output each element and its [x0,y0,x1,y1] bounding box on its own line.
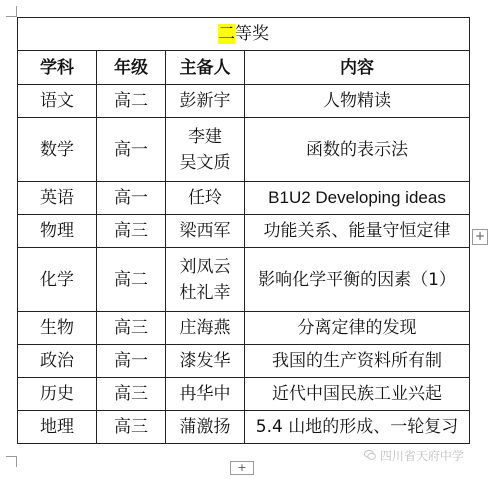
cell-grade[interactable]: 高三 [97,411,166,444]
add-row-handle[interactable]: + [230,461,254,475]
header-preparer[interactable]: 主备人 [166,51,245,85]
corner-crop-mark [6,456,17,467]
watermark [364,447,464,464]
cell-subject[interactable]: 政治 [18,345,97,378]
header-content[interactable]: 内容 [245,51,470,85]
table-row [18,345,470,378]
cell-grade[interactable]: 高三 [97,215,166,248]
cell-grade[interactable]: 高三 [97,378,166,411]
cell-content[interactable]: 我国的生产资料所有制 [245,345,470,378]
header-subject[interactable]: 学科 [18,51,97,85]
cell-preparer[interactable]: 冉华中 [166,378,245,411]
cell-grade[interactable]: 高三 [97,312,166,345]
title-text: 等奖 [235,24,269,44]
cell-grade[interactable]: 高二 [97,85,166,118]
cell-subject[interactable]: 历史 [18,378,97,411]
cell-preparer[interactable]: 梁西军 [166,215,245,248]
cell-content[interactable]: B1U2 Developing ideas [245,182,470,215]
cell-preparer[interactable]: 李建 吴文质 [166,118,245,182]
cell-content[interactable]: 函数的表示法 [245,118,470,182]
table-row [18,411,470,444]
award-table [17,17,470,444]
cell-subject[interactable]: 地理 [18,411,97,444]
cell-content[interactable]: 人物精读 [245,85,470,118]
cell-preparer[interactable]: 彭新宇 [166,85,245,118]
corner-crop-mark [6,6,17,17]
cell-subject[interactable]: 数学 [18,118,97,182]
table-row [18,182,470,215]
watermark-text: 四川省天府中学 [379,449,464,463]
cell-content[interactable]: 功能关系、能量守恒定律 [245,215,470,248]
table-row [18,118,470,182]
cell-content[interactable]: 5.4 山地的形成、一轮复习 [245,411,470,444]
cell-preparer[interactable]: 庄海燕 [166,312,245,345]
cell-subject[interactable]: 化学 [18,248,97,312]
title-highlight: 二 [218,24,235,44]
cell-subject[interactable]: 英语 [18,182,97,215]
table-title[interactable] [18,18,470,51]
wechat-icon [364,449,376,461]
add-column-handle[interactable]: + [472,229,488,245]
cell-preparer[interactable]: 任玲 [166,182,245,215]
table-row [18,85,470,118]
table-row [18,248,470,312]
table-row [18,312,470,345]
cell-subject[interactable]: 物理 [18,215,97,248]
cell-preparer[interactable]: 刘凤云 杜礼幸 [166,248,245,312]
cell-content[interactable]: 分离定律的发现 [245,312,470,345]
header-grade[interactable]: 年级 [97,51,166,85]
cell-content[interactable]: 近代中国民族工业兴起 [245,378,470,411]
cell-preparer[interactable]: 蒲激扬 [166,411,245,444]
cell-subject[interactable]: 语文 [18,85,97,118]
cell-grade[interactable]: 高一 [97,345,166,378]
cell-content[interactable]: 影响化学平衡的因素（1） [245,248,470,312]
cell-grade[interactable]: 高二 [97,248,166,312]
table-row [18,378,470,411]
cell-subject[interactable]: 生物 [18,312,97,345]
table-row [18,215,470,248]
cell-preparer[interactable]: 漆发华 [166,345,245,378]
cell-grade[interactable]: 高一 [97,118,166,182]
cell-grade[interactable]: 高一 [97,182,166,215]
